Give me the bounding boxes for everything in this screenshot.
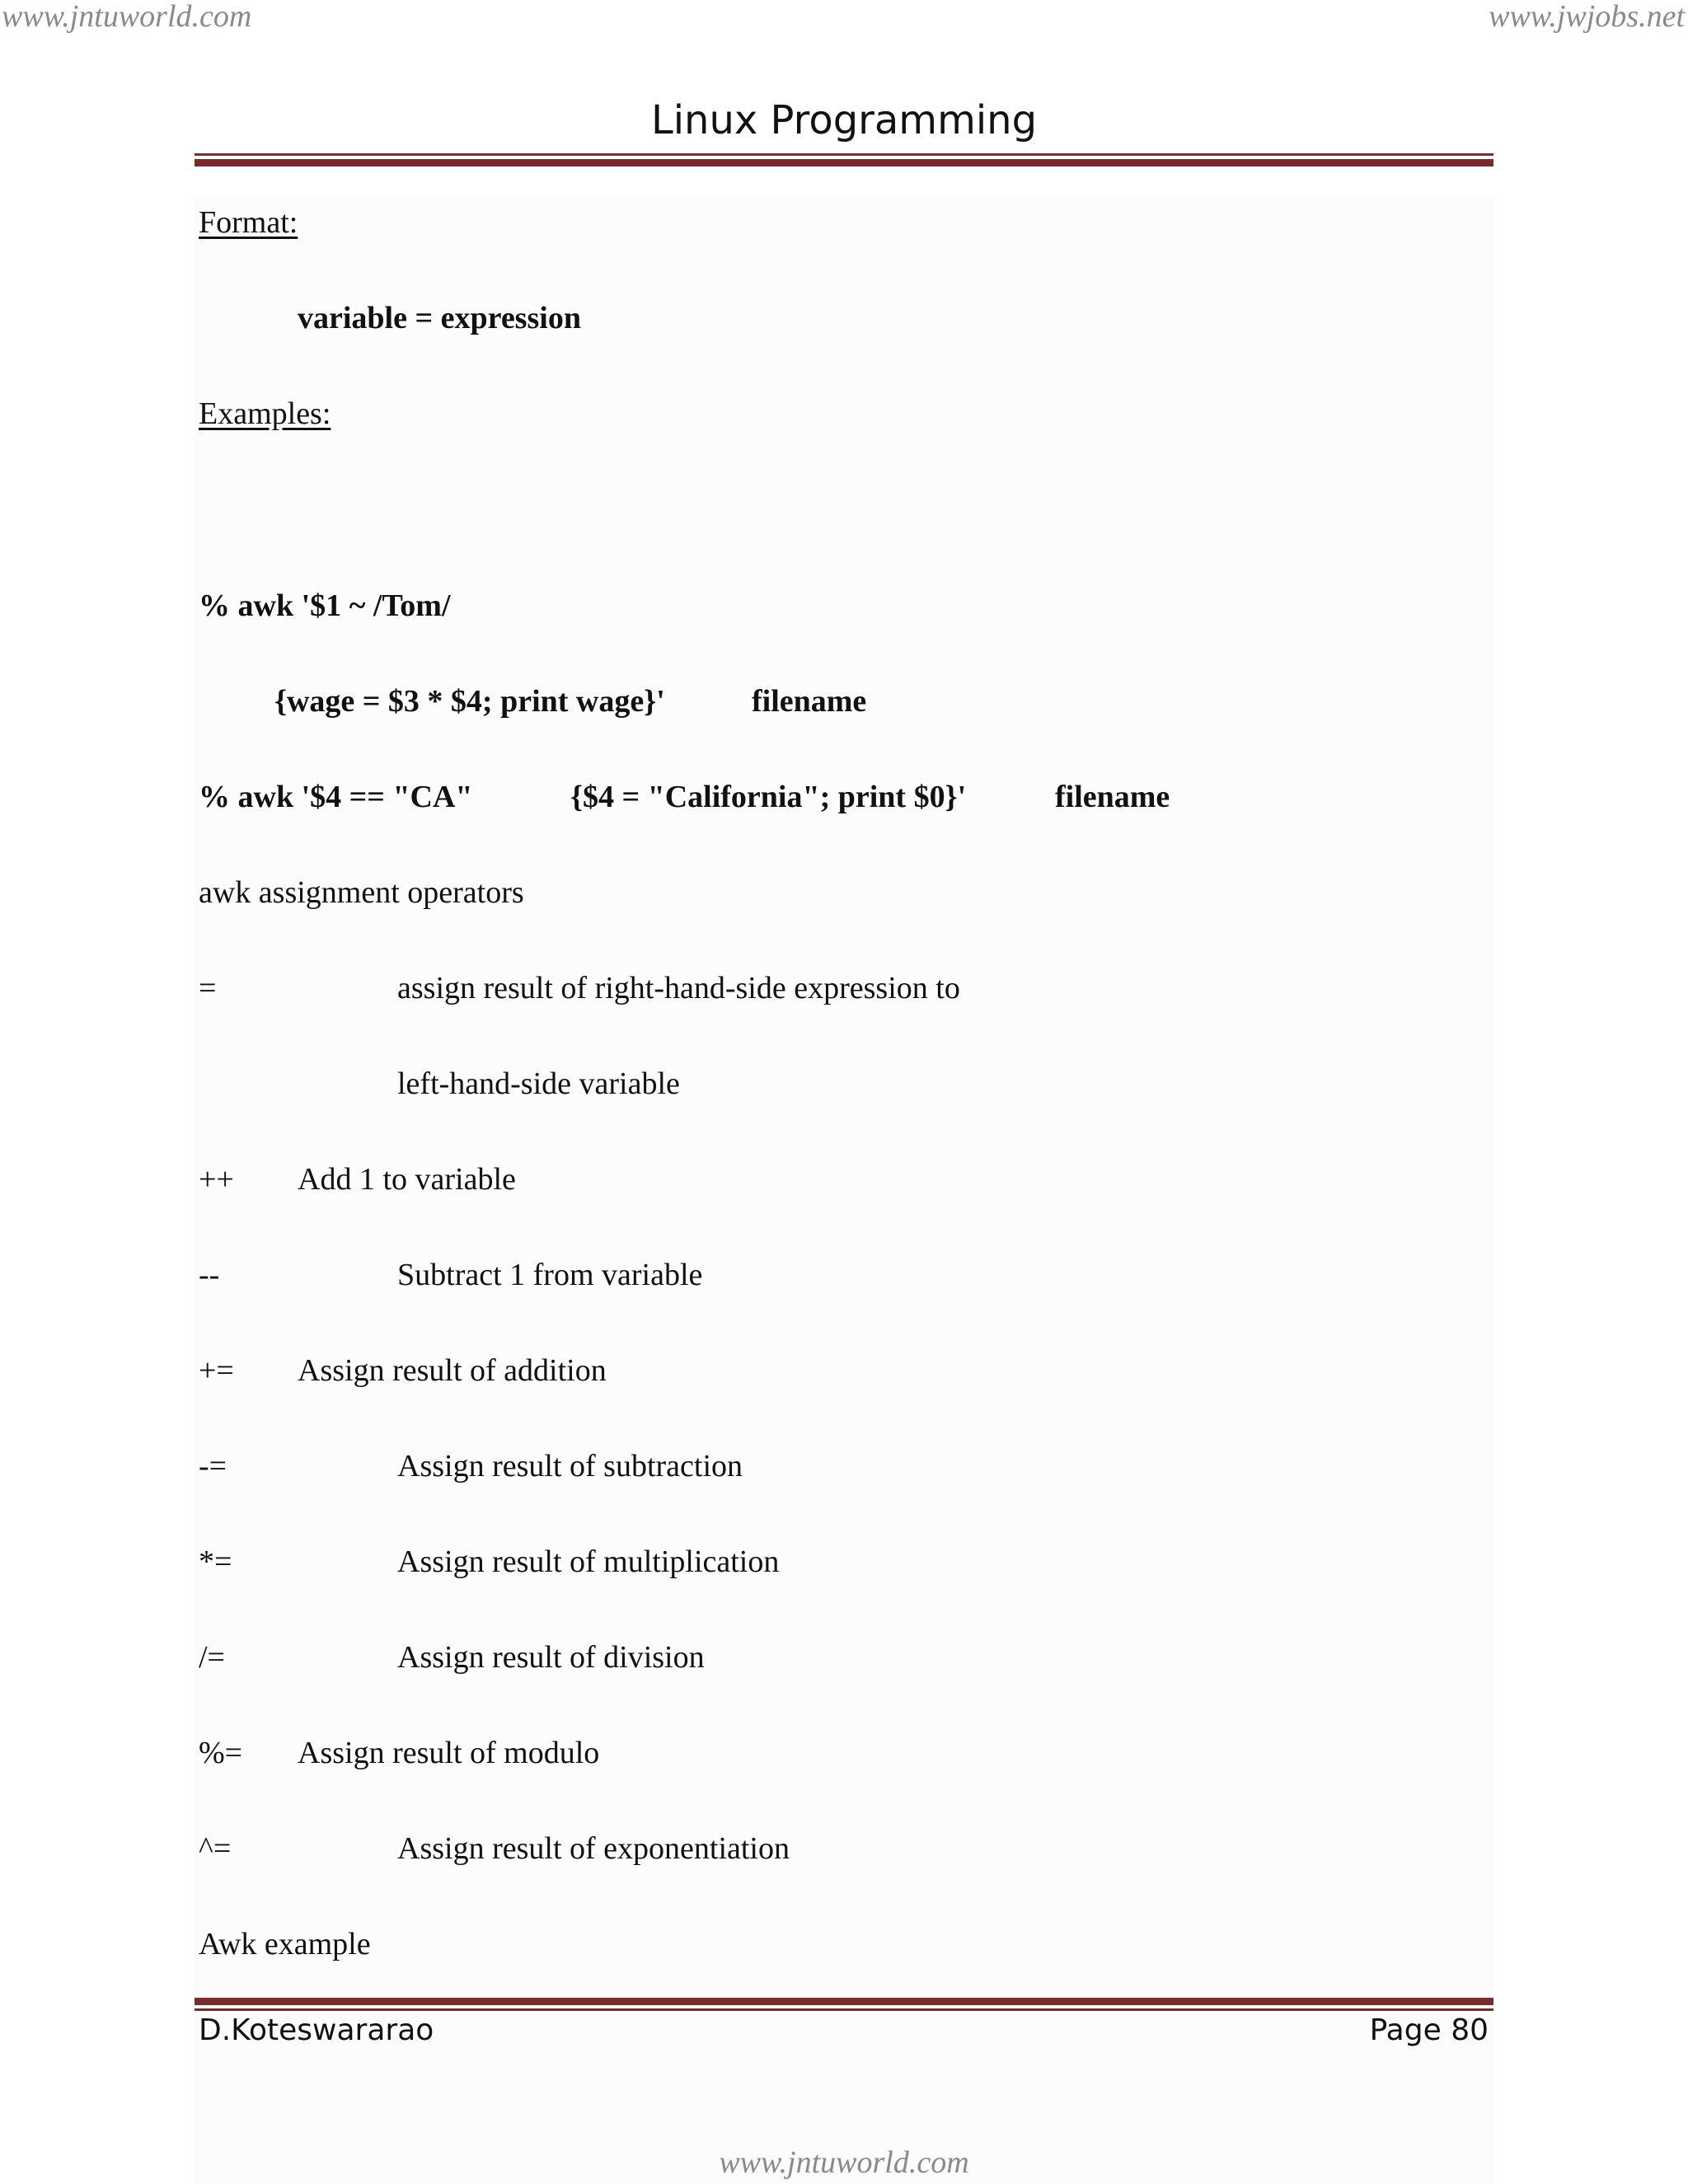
page-title: Linux Programming [650, 97, 1038, 143]
awk-example-heading: Awk example [199, 1927, 371, 1961]
operator-symbol: -- [199, 1258, 220, 1292]
operator-description: Assign result of exponentiation [397, 1831, 790, 1866]
operator-description: left-hand-side variable [397, 1066, 680, 1101]
format-expression: variable = expression [298, 301, 581, 335]
watermark-bottom: www.jntuworld.com [719, 2145, 969, 2180]
watermark-top-right: www.jwjobs.net [1489, 0, 1685, 34]
operator-description: assign result of right-hand-side expression to [397, 971, 960, 1005]
format-label: Format: [199, 205, 298, 240]
example-2-filename: filename [1055, 780, 1170, 814]
operator-symbol: = [199, 971, 217, 1005]
operator-description: Add 1 to variable [298, 1162, 516, 1197]
example-1-filename: filename [752, 684, 867, 719]
operator-symbol: *= [199, 1544, 232, 1579]
operator-symbol: /= [199, 1640, 225, 1675]
operator-description: Assign result of modulo [298, 1736, 600, 1770]
example-1-line-1: % awk '$1 ~ /Tom/ [199, 588, 451, 623]
operator-description: Assign result of division [397, 1640, 705, 1675]
footer-page-number: Page 80 [1369, 2013, 1489, 2047]
operator-description: Assign result of addition [298, 1353, 607, 1388]
examples-label: Examples: [199, 396, 331, 431]
example-1-code: {wage = $3 * $4; print wage}' [274, 684, 665, 719]
operator-description: Subtract 1 from variable [397, 1258, 703, 1292]
operator-symbol: ++ [199, 1162, 234, 1197]
operator-description: Assign result of multiplication [397, 1544, 780, 1579]
operator-symbol: ^= [199, 1831, 232, 1866]
footer-rule [195, 1998, 1493, 2011]
example-2-pattern: % awk '$4 == "CA" [199, 780, 473, 814]
footer-author: D.Koteswararao [199, 2013, 434, 2047]
example-2-action: {$4 = "California"; print $0}' [570, 780, 967, 814]
operator-symbol: += [199, 1353, 234, 1388]
operators-heading: awk assignment operators [199, 875, 524, 910]
watermark-top-left: www.jntuworld.com [2, 0, 252, 34]
operator-description: Assign result of subtraction [397, 1449, 743, 1483]
operator-symbol: -= [199, 1449, 227, 1483]
operator-symbol: %= [199, 1736, 243, 1770]
header-rule [195, 153, 1493, 166]
